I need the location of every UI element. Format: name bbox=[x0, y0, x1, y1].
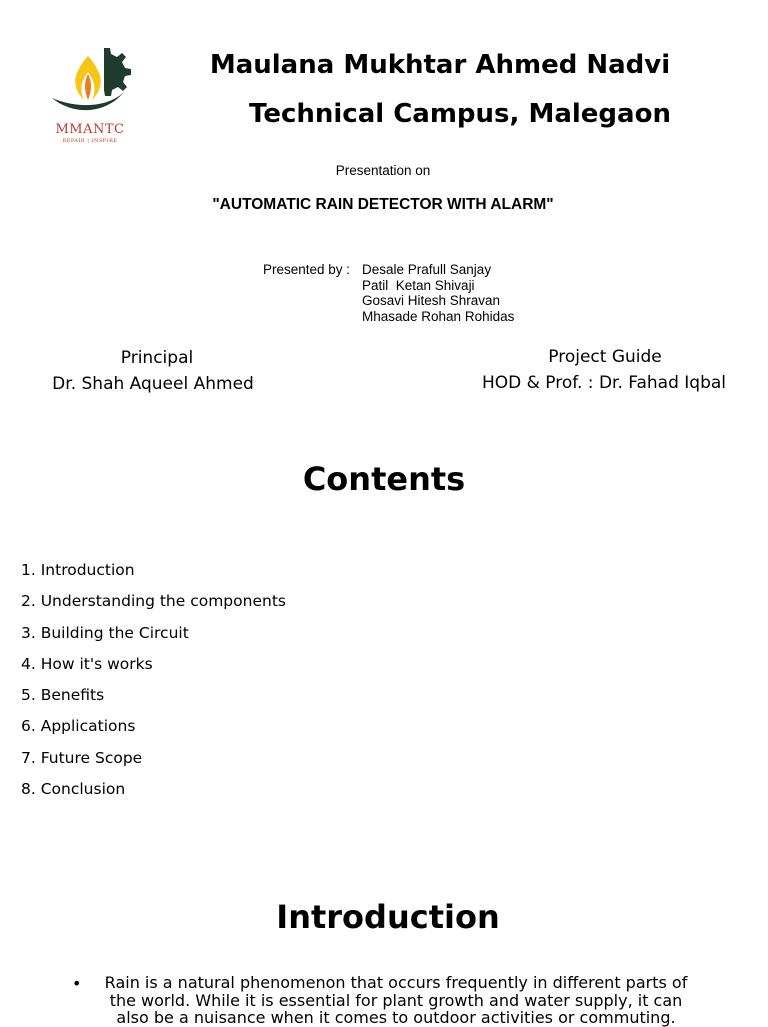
contents-item: 8. Conclusion bbox=[21, 780, 126, 799]
logo-subtext: REPAIR | INSPIRE bbox=[62, 138, 118, 144]
presenter-name: Gosavi Hitesh Shravan bbox=[362, 293, 501, 308]
contents-item: 7. Future Scope bbox=[21, 748, 143, 767]
contents-item: 1. Introduction bbox=[21, 561, 135, 579]
contents-item: 3. Building the Circuit bbox=[21, 623, 189, 642]
presented-by-label: Presented by : bbox=[263, 262, 354, 277]
presenter-names bbox=[362, 262, 514, 324]
gear-flame-emblem-icon bbox=[44, 44, 140, 124]
contents-item: 5. Benefits bbox=[21, 686, 105, 705]
introduction-heading: Introduction bbox=[276, 898, 500, 936]
presenter-name: Mhasade Rohan Rohidas bbox=[362, 308, 515, 324]
principal-name: Dr. Shah Aqueel Ahmed bbox=[52, 374, 254, 394]
introduction-paragraph: Rain is a natural phenomenon that occurs frequently in different parts of the world. While it is essential for plant growth and water supply, it can also be a nuisance when it comes to outdoor activities or commuting. bbox=[104, 973, 688, 1027]
mmantc-logo bbox=[44, 44, 140, 148]
presentation-on-label: Presentation on bbox=[335, 163, 431, 178]
project-guide-label: Project Guide bbox=[548, 347, 662, 367]
logo-text: MMANTC bbox=[55, 122, 125, 137]
contents-item: 6. Applications bbox=[21, 717, 136, 736]
project-title: "AUTOMATIC RAIN DETECTOR WITH ALARM" bbox=[212, 196, 554, 213]
institute-name-line1: Maulana Mukhtar Ahmed Nadvi bbox=[209, 50, 671, 80]
institute-name-line2: Technical Campus, Malegaon bbox=[249, 99, 671, 129]
project-guide-name: HOD & Prof. : Dr. Fahad Iqbal bbox=[481, 373, 727, 393]
contents-list bbox=[21, 560, 286, 810]
bullet-icon: • bbox=[72, 974, 82, 993]
presenter-name: Patil Ketan Shivaji bbox=[362, 277, 475, 293]
principal-label: Principal bbox=[120, 348, 194, 368]
contents-item: 4. How it's works bbox=[21, 654, 153, 673]
contents-heading: Contents bbox=[302, 460, 466, 498]
contents-item: 2. Understanding the components bbox=[21, 592, 286, 611]
presenter-name: Desale Prafull Sanjay bbox=[362, 262, 492, 277]
